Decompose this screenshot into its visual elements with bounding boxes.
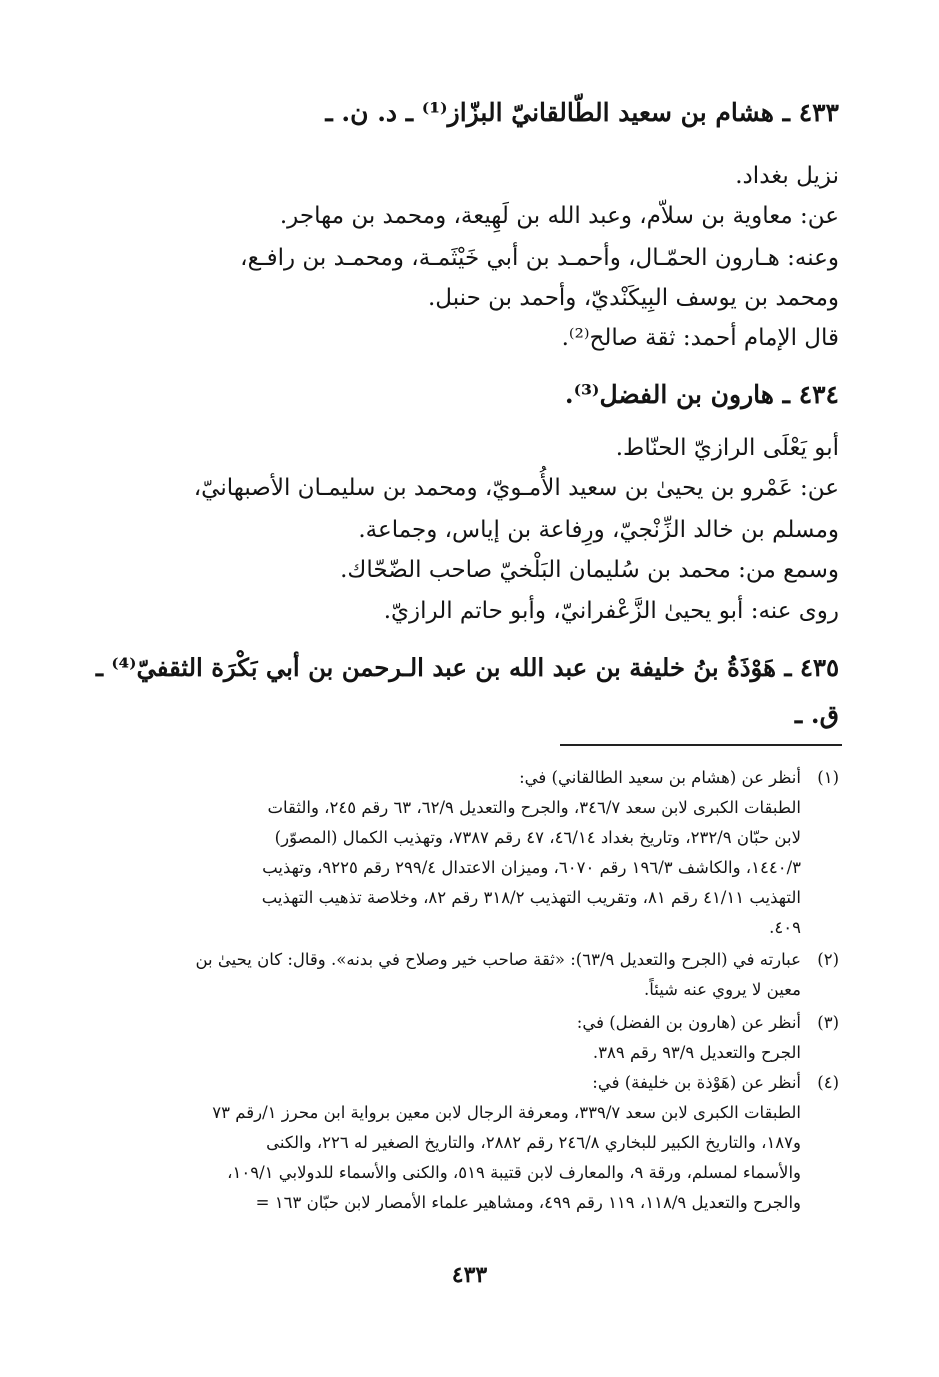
footnote-number: (١) — [817, 768, 839, 787]
entry-434-line-5: روى عنه: أبو يحيىٰ الزَّعْفرانيّ، وأبو حاتم الرازيّ. — [383, 598, 839, 624]
footnote-line: الطبقات الكبرى لابن سعد ٣٤٦/٧، والجرح والتعديل ٦٢/٩، ٦٣ رقم ٢٤٥، والثقات — [267, 798, 801, 817]
entry-434-line-2: عن: عَمْرو بن يحيىٰ بن سعيد الأُمـويّ، ومحمد بن سليمـان الأصبهانيّ، — [193, 475, 839, 501]
footnote-line: الجرح والتعديل ٩٣/٩ رقم ٣٨٩. — [592, 1043, 801, 1062]
entry-434-heading: ٤٣٤ ـ هارون بن الفضل⁽³⁾. — [564, 380, 839, 409]
footnote-4 — [97, 1068, 839, 1218]
entry-433-line-1: نزيل بغداد. — [735, 163, 839, 189]
footnote-separator — [560, 744, 842, 746]
entry-435-line-2: ق. ـ — [794, 700, 839, 729]
footnote-line: ١٤٤٠/٣، والكاشف ١٩٦/٣ رقم ٦٠٧٠، وميزان الاعتدال ٢٩٩/٤ رقم ٩٢٢٥، وتهذيب — [262, 858, 801, 877]
entry-433-line-5: قال الإمام أحمد: ثقة صالح⁽²⁾. — [561, 325, 839, 351]
entry-434-line-1: أبو يَعْلَى الرازيّ الحنّاط. — [615, 435, 839, 461]
footnote-line: والأسماء لمسلم، ورقة ٩، والمعارف لابن قتيبة ٥١٩، والكنى والأسماء للدولابي ١٠٩/١، — [227, 1163, 801, 1182]
footnote-line: و١٨٧، والتاريخ الكبير للبخاري ٢٤٦/٨ رقم ٢٨٨٢، والتاريخ الصغير له ٢٢٦، والكنى — [266, 1133, 801, 1152]
footnote-line: الطبقات الكبرى لابن سعد ٣٣٩/٧، ومعرفة الرجال لابن معين برواية ابن محرز ١/رقم ٧٣ — [212, 1103, 801, 1122]
footnote-number: (٤) — [817, 1073, 839, 1092]
footnote-line: أنظر عن (هشام بن سعيد الطالقاني) في: — [519, 768, 801, 787]
footnote-line: والجرح والتعديل ١١٨/٩، ١١٩ رقم ٤٩٩، ومشاهير علماء الأمصار لابن حبّان ١٦٣ = — [255, 1193, 801, 1212]
footnote-line: أنظر عن (هارون بن الفضل) في: — [576, 1013, 801, 1032]
footnote-2 — [97, 945, 839, 1005]
footnote-line: التهذيب ٤١/١١ رقم ٨١، وتقريب التهذيب ٣١٨/٢ رقم ٨٢، وخلاصة تذهيب التهذيب — [261, 888, 801, 907]
footnote-3 — [97, 1008, 839, 1068]
entry-435-heading: ٤٣٥ ـ هَوْذَةُ بنُ خليفة بن عبد الله بن عبد الـرحمن بن أبي بَكْرَة الثقفيّ⁽⁴⁾ ـ — [95, 653, 839, 682]
footnote-line: ٤٠٩. — [769, 918, 801, 937]
footnote-line: معين لا يروي عنه شيئاً. — [643, 980, 801, 999]
footnote-1 — [97, 763, 839, 943]
footnote-line: لابن حبّان ٢٣٢/٩، وتاريخ بغداد ٤٦/١٤، ٤٧ رقم ٧٣٨٧، وتهذيب الكمال (المصوّر) — [274, 828, 801, 847]
entry-433-line-4: ومحمد بن يوسف البِيكَنْديّ، وأحمد بن حنبل. — [427, 285, 839, 311]
page-number: ٤٣٣ — [451, 1262, 488, 1288]
entry-433-line-3: وعنه: هـارون الحمّـال، وأحمـد بن أبي خَيْثَمـة، ومحمـد بن رافـع، — [240, 245, 839, 271]
entry-433-heading: ٤٣٣ ـ هشام بن سعيد الطّالقانيّ البزّاز⁽¹⁾ ـ د. ن. ـ — [325, 98, 839, 127]
entry-433-line-2: عن: معاوية بن سلاّم، وعبد الله بن لَهِيعة، ومحمد بن مهاجر. — [279, 203, 839, 229]
footnote-line: عبارته في (الجرح والتعديل ٦٣/٩): «ثقة صاحب خير وصلاح في بدنه». وقال: كان يحيىٰ بن — [195, 950, 801, 969]
footnote-number: (٢) — [817, 950, 839, 969]
footnote-number: (٣) — [817, 1013, 839, 1032]
entry-434-line-3: ومسلم بن خالد الزِّنْجيّ، ورِفاعة بن إياس، وجماعة. — [358, 517, 839, 543]
entry-434-line-4: وسمع من: محمد بن سُليمان البَلْخيّ صاحب الضّحّاك. — [340, 557, 839, 583]
footnote-line: أنظر عن (هَوْذة بن خليفة) في: — [592, 1073, 801, 1092]
